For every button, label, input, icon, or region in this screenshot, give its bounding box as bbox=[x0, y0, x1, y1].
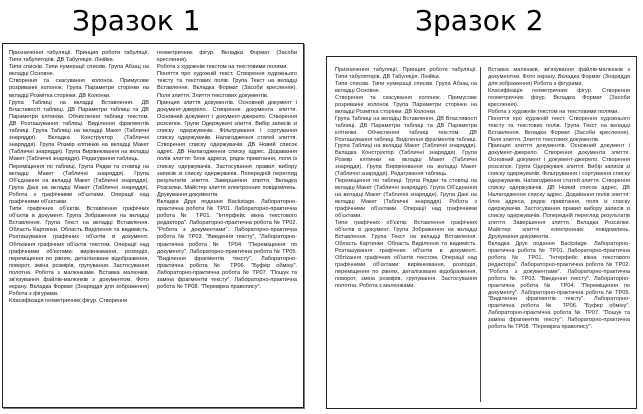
sample-1-column-right bbox=[157, 50, 297, 401]
sample-2-column-left bbox=[335, 67, 481, 402]
sample-2-column-right-text: Вставка малюнків, зв'язування файлів-малюнків з документом. Фото екрану. Вкладка Формат (Знаряддя для зображення) Робота з фігурами. Класифікація геометричних фігур. Створення геометричних фігур. Вкладка Формат (Засоби креслення). Робота з художнім текстом на текстовими полями. Поняття про художній текст. Створення художнього тексту та текстових полів. Група Текст на вкладці Вставлення. Вкладка Формат (Засоби креслення). Поля злиття. Злиття текстових документів. Принцип злиття документів. Основний документ і документ-джерело. Створення документа злиття. Основний документ і документ-джерело. Створення розсилок. Групи Одержувачі злиття. Вибір записів зі списку одержувачів. Фільтрування і сортування списку одержувачів. Налагодження статей злиття. Створення списку одержувачів. ДВ Новий список адрес. ДВ Налагодження списку адрес. Додавання полів злиття: блок адреси, рядок привітання, поля із списку одержувачів. Застосування правил вибору записів зі списку одержувачів. Попередній перегляд результатів злиття. Завершення злиття. Вкладка Розсилки. Майстер злиття електронних повідомлень. Друкування документів. Вкладка Друк подання Backstage. Лабораторно-практична робота № TP01. Лабораторно-практична робота № TP01. "Інтерфейс вікна текстового редактора". Лабораторно-практична робота № TP02. "Робота з документами". Лабораторно-практична робота № TP03. "Введення тексту". Лабораторно-практична робота № TP04. "Переміщення по документу". Лабораторно-практична робота № TP05. "Виділення фрагментів тексту". Лабораторно-практична робота № TP06. "Буфер обміну". Лабораторно-практична робота № TP07. "Пошук та заміна фрагментів тексту". Лабораторно-практична робота № TP08. "Перевірка правопису". bbox=[488, 67, 630, 331]
sample-1-column-right-text: геометричних фігур. Вкладка Формат (Засоби креслення). Робота з художнім текстом на текстовими полями. Поняття про художній текст. Створення художнього тексту та текстових полів. Група Текст на вкладці Вставлення. Вкладка Формат (Засоби креслення). Поля злиття. Злиття текстових документів. Принцип злиття документів. Основний документ і документ-джерело. Створення документа злиття. Основний документ і документ-джерело. Створення розсилок. Групи Одержувачі злиття. Вибір записів зі списку одержувачів. Фільтрування і сортування списку одержувачів. Налагодження статей злиття. Створення списку одержувачів. ДВ Новий список адрес. ДВ Налагодження списку адрес. Додавання полів злиття: блок адреси, рядок привітання, поля із списку одержувачів. Застосування правил вибору записів зі списку одержувачів. Попередній перегляд результатів злиття. Завершення злиття. Вкладка Розсилки. Майстер злиття електронних повідомлень. Друкування документів. Вкладка Друк подання Backstage. Лабораторно-практична робота № TP01. Лабораторно-практична робота № TP01. "Інтерфейс вікна текстового редактора". Лабораторно-практична робота № TP02. "Робота з документами". Лабораторно-практична робота № TP03. "Введення тексту", "Лабораторно-практична робота № TP04. "Переміщення по документу". Лабораторно-практична робота № TP05. "Виділення фрагментів тексту". Лабораторно-практична робота № TP06. "Буфер обміну". Лабораторно-практична робота № TP07. "Пошук та заміна фрагментів тексту". Лабораторно-практична робота № TP08. "Перевірка правопису". bbox=[157, 50, 297, 291]
sample-1-page bbox=[2, 43, 304, 408]
sample-2-column-left-text: Призначення табуляції. Принцип роботи табуляції. Типи табуляторів. ДВ Табуляція. Лінійки. Типи списків. Типи нумерації списків. Група Абзац на вкладці Основне. Створення та скасування колонок. Примусове розриванні колонок. Група Параметри сторінки на вкладці Розмітка сторінки. ДВ Колонки. Група Таблиці на вкладці Вставлення. ДВ Властивості таблиці. ДВ Параметри таблиці та ДВ Параметри клітинки. Обчислення таблиці текстом. ДВ Розташування таблиці. Виділення фрагментів таблиці. Група Таблиці на вкладці Макет (Табличні знаряддя). Вкладка Конструктор (Табличні знаряддя). Група Розмір клітинки на вкладці Макет (Табличні знаряддя). Група Вирівнювання на вкладці Макет (Табличні знаряддя). Редагування таблиць. Переміщення по таблиці. Група Рядки та стовпці на вкладці Макет (Табличні знаряддя). Група Об'єднання на вкладці Макет (Табличні знаряддя). Група Дані на вкладці Макет (Табличні знаряддя). Робота з графічними об'єктами. Операції над графічними об'єктами. Типи графічних об'єктів. Вставлення графічних об'єктів в документ. Група Зображення на вкладці Вставлення. Група Текст на вкладці Вставлення. Область Картинки. Область Виділення та видимість. Розташування графічних об'єктів в документі. Обтікання графічних об'єктів текстом. Операції над графічними об'єктами: вирівнювання, розподіл, переміщення по рівнях, деталізоване відображення, поворот, зміна розмірів, групування. Застосування полотна. Робота з малюнками. bbox=[335, 67, 477, 289]
sample-2-column-right bbox=[488, 67, 630, 402]
sample-1-title: Зразок 1 bbox=[72, 4, 201, 37]
sample-2-title: Зразок 2 bbox=[415, 4, 544, 37]
sample-1-column-left-text: Призначення табуляції. Принцип роботи табуляції. Типи табуляторів. ДВ Табуляція. Лінійки. Типи списків. Типи нумерації списків. Група Абзац на вкладці Основне. Створення та скасування колонок. Примусове розриванні колонок. Група Параметри сторінки на вкладці Розмітка сторінки. ДВ Колонки. Група Таблиці на вкладці Вставлення. ДВ Властивості таблиці. ДВ Параметри таблиці та ДВ Параметри клітинки. Обчислення таблиці текстом. ДВ Розташування таблиці. Виділення фрагментів таблиці. Група Таблиці на вкладці Макет (Табличні знаряддя). Вкладка Конструктор (Табличні знаряддя). Група Розмір клітинки на вкладці Макет (Табличні знаряддя). Група Вирівнювання на вкладці Макет (Табличні знаряддя). Редагування таблиць. Переміщення по таблиці. Група Рядки та стовпці на вкладці Макет (Табличні знаряддя). Група Об'єднання на вкладці Макет (Табличні знаряддя). Група Дані на вкладці Макет (Табличні знаряддя). Робота з графічними об'єктами. Операції над графічними об'єктами. Типи графічних об'єктів. Вставлення графічних об'єктів в документ. Група Зображення на вкладці Вставлення. Група Текст на вкладці Вставлення. Область Картинки. Область Виділення та видимість. Розташування графічних об'єктів в документі. Обтікання графічних об'єктів текстом. Операції над графічними об'єктами: вирівнювання, розподіл, переміщення по рівнях, деталізоване відображення, поворот, зміна розмірів, групування. Застосування полотна. Робота з малюнками. Вставка малюнків, зв'язування файлів-малюнків з документом. Фото екрану. Вкладка Формат (Знаряддя для зображення) Робота з фігурами. Класифікація геометричних фігур. Створення bbox=[9, 50, 149, 305]
sample-1-column-left bbox=[9, 50, 149, 401]
sample-1-columns bbox=[9, 50, 297, 401]
sample-2-columns bbox=[335, 67, 630, 402]
sample-2-page bbox=[326, 56, 637, 409]
